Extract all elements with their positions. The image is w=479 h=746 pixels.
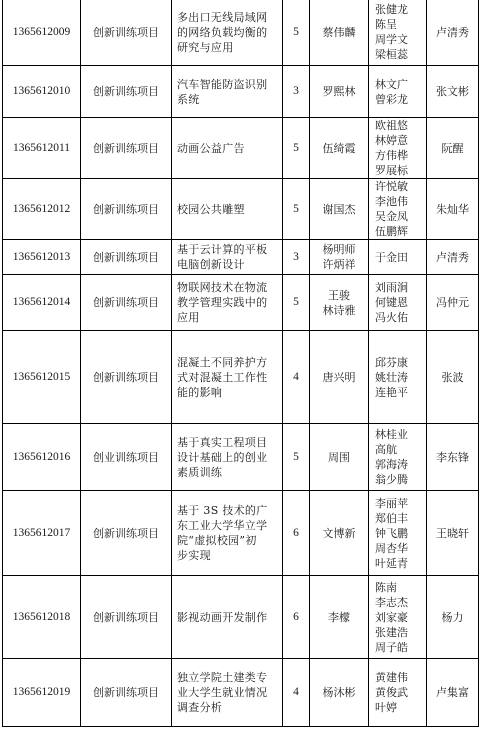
table-row (3, 331, 479, 424)
advisor-cell: 卢集富 (427, 659, 479, 727)
project-name-cell-line: 动画公益广告 (177, 141, 245, 155)
members-cell-line: 黄建伟 (375, 671, 408, 684)
project-name-cell (172, 0, 283, 66)
project-name-cell (172, 179, 283, 240)
advisor-cell: 王晓轩 (427, 491, 479, 576)
project-name-cell-line: 教学管理实践中的 (177, 296, 268, 309)
project-id-cell: 1365612009 (3, 0, 81, 66)
table-row (3, 275, 479, 331)
project-type-cell: 创新训练项目 (81, 0, 172, 66)
project-name-cell-line: 业大学生就业情况 (177, 686, 268, 699)
members-cell-line: 叶延青 (375, 556, 408, 570)
project-name-cell-line: 影视动画开发制作 (177, 610, 268, 624)
table-row (3, 491, 479, 576)
project-name-cell-line: 电脑创新设计 (177, 258, 245, 271)
member-count-cell: 6 (283, 576, 310, 659)
leader-cell-line: 杨明师 (322, 243, 356, 256)
members-cell-line: 邱芬康 (375, 355, 408, 369)
project-name-cell-line: 步实现 (177, 549, 211, 562)
project-name-cell-line: 研究与应用 (177, 40, 234, 54)
members-cell (369, 424, 427, 491)
project-name-cell-line: 混凝土不同养护方 (177, 355, 268, 369)
project-name-cell-line: 调查分析 (177, 701, 223, 714)
leader-cell (310, 240, 369, 275)
project-id-cell: 1365612010 (3, 66, 81, 118)
members-cell-line: 李志杰 (375, 595, 408, 609)
members-cell (369, 0, 427, 66)
members-cell-line: 方伟桦 (375, 149, 408, 162)
members-cell-line: 李池伟 (375, 195, 408, 208)
member-count-cell: 3 (283, 66, 310, 118)
members-cell-line: 钟飞鹏 (375, 526, 408, 540)
project-id-cell: 1365612016 (3, 424, 81, 491)
project-type-cell: 创新训练项目 (81, 491, 172, 576)
members-cell (369, 275, 427, 331)
members-cell-line: 周杏华 (375, 541, 408, 555)
project-type-cell: 创新训练项目 (81, 576, 172, 659)
leader-cell-line: 许炳祥 (322, 258, 356, 271)
project-id-cell: 1365612017 (3, 491, 81, 576)
members-cell-line: 郑伯丰 (375, 511, 408, 525)
project-id-cell: 1365612013 (3, 240, 81, 275)
leader-cell-line: 杨沐彬 (322, 686, 356, 699)
project-name-cell-line: 能的影响 (177, 385, 223, 399)
leader-cell (310, 331, 369, 424)
project-type-cell: 创新训练项目 (81, 240, 172, 275)
advisor-cell: 卢清秀 (427, 0, 479, 66)
leader-cell-line: 王骏 (328, 288, 350, 302)
members-cell-line: 陈南 (375, 580, 397, 594)
members-cell-line: 翁少腾 (375, 473, 408, 486)
project-name-cell (172, 331, 283, 424)
project-id-cell: 1365612014 (3, 275, 81, 331)
leader-cell-line: 文博新 (322, 526, 356, 540)
members-cell (369, 491, 427, 576)
table-row (3, 179, 479, 240)
table-body (3, 0, 479, 727)
project-name-cell-line: 汽车智能防盗识别 (177, 77, 268, 91)
members-cell-line: 高航 (375, 443, 397, 456)
leader-cell-line: 蔡伟麟 (322, 25, 356, 39)
project-name-cell-line: 物联网技术在物流 (177, 281, 268, 294)
project-name-cell-line: 设计基础上的创业 (177, 450, 268, 464)
advisor-cell: 朱灿华 (427, 179, 479, 240)
members-cell-line: 陈呈 (375, 18, 397, 31)
project-name-cell-line: 独立学院土建类专 (177, 671, 268, 684)
project-id-cell: 1365612019 (3, 659, 81, 727)
leader-cell (310, 424, 369, 491)
project-name-cell-line: 素质训练 (177, 465, 223, 479)
project-id-cell: 1365612011 (3, 118, 81, 179)
project-type-cell: 创业训练项目 (81, 424, 172, 491)
project-name-cell-line: 系统 (177, 92, 200, 106)
members-cell-line: 刘家豪 (375, 610, 408, 624)
advisor-cell: 冯仲元 (427, 275, 479, 331)
members-cell-line: 郭海涛 (375, 458, 408, 471)
project-type-cell: 创新训练项目 (81, 179, 172, 240)
project-type-cell: 创新训练项目 (81, 659, 172, 727)
members-cell (369, 331, 427, 424)
advisor-cell: 张文彬 (427, 66, 479, 118)
project-type-cell: 创新训练项目 (81, 275, 172, 331)
leader-cell-line: 周围 (328, 450, 350, 464)
project-name-cell (172, 576, 283, 659)
member-count-cell: 3 (283, 240, 310, 275)
project-name-cell-line: 东工业大学华立学 (177, 519, 268, 532)
member-count-cell: 4 (283, 331, 310, 424)
member-count-cell: 4 (283, 659, 310, 727)
members-cell (369, 66, 427, 118)
project-name-cell-line: 应用 (177, 311, 200, 324)
leader-cell (310, 179, 369, 240)
leader-cell (310, 275, 369, 331)
project-name-cell (172, 118, 283, 179)
members-cell (369, 659, 427, 727)
project-table (2, 0, 479, 727)
advisor-cell: 李东锋 (427, 424, 479, 491)
members-cell-line: 张健龙 (375, 3, 408, 16)
table-row (3, 424, 479, 491)
members-cell-line: 黄俊武 (375, 686, 408, 699)
members-cell-line: 冯火佑 (375, 311, 408, 324)
project-name-cell-line: 校园公共雕塑 (177, 202, 245, 216)
members-cell-line: 张建浩 (375, 625, 408, 639)
members-cell-line: 梁桓蕊 (375, 48, 408, 61)
members-cell-line: 刘雨涧 (375, 281, 408, 294)
project-id-cell: 1365612018 (3, 576, 81, 659)
members-cell-line: 连艳平 (375, 385, 408, 399)
member-count-cell: 5 (283, 275, 310, 331)
table-row (3, 0, 479, 66)
members-cell-line: 林婷意 (375, 134, 408, 147)
leader-cell-line: 伍绮霞 (322, 141, 356, 155)
leader-cell (310, 576, 369, 659)
members-cell-line: 曾彩龙 (375, 92, 408, 106)
members-cell-line: 林桂业 (375, 428, 408, 441)
project-name-cell (172, 659, 283, 727)
members-cell-line: 周学文 (375, 33, 408, 46)
project-type-cell: 创新训练项目 (81, 66, 172, 118)
project-name-cell (172, 240, 283, 275)
leader-cell (310, 491, 369, 576)
advisor-cell: 卢清秀 (427, 240, 479, 275)
leader-cell (310, 66, 369, 118)
members-cell-line: 周子皓 (375, 640, 408, 654)
leader-cell (310, 0, 369, 66)
advisor-cell: 阮醒 (427, 118, 479, 179)
members-cell-line: 何键恩 (375, 296, 408, 309)
table-row (3, 576, 479, 659)
members-cell-line: 伍鹏辉 (375, 225, 408, 238)
project-name-cell-line: 基于云计算的平板 (177, 243, 268, 256)
table-row (3, 240, 479, 275)
member-count-cell: 5 (283, 118, 310, 179)
project-id-cell: 1365612012 (3, 179, 81, 240)
table-row (3, 66, 479, 118)
member-count-cell: 6 (283, 491, 310, 576)
project-name-cell-line: 的网络负载均衡的 (177, 25, 268, 39)
project-name-cell-line: 院“虚拟校园”初 (177, 534, 257, 547)
leader-cell-line: 唐兴明 (322, 370, 356, 384)
table-row (3, 659, 479, 727)
project-name-cell (172, 66, 283, 118)
leader-cell-line: 林诗雅 (322, 303, 356, 317)
members-cell-line: 林文广 (375, 77, 408, 91)
members-cell-line: 吴金凤 (375, 210, 408, 223)
project-name-cell-line: 基于 3S 技术的广 (177, 504, 268, 517)
leader-cell-line: 罗熙林 (322, 85, 356, 98)
table-row (3, 118, 479, 179)
project-type-cell: 创新训练项目 (81, 118, 172, 179)
project-name-cell (172, 424, 283, 491)
leader-cell-line: 谢国杰 (322, 202, 356, 216)
members-cell-line: 许悦敏 (375, 180, 408, 193)
members-cell-line: 李丽苹 (375, 496, 408, 510)
members-cell (369, 179, 427, 240)
project-name-cell-line: 式对混凝土工作性 (177, 370, 268, 384)
project-name-cell (172, 275, 283, 331)
project-id-cell: 1365612015 (3, 331, 81, 424)
leader-cell-line: 李檬 (328, 610, 350, 624)
member-count-cell: 5 (283, 424, 310, 491)
project-type-cell: 创新训练项目 (81, 331, 172, 424)
members-cell (369, 240, 427, 275)
members-cell-line: 欧祖悠 (375, 119, 408, 132)
member-count-cell: 5 (283, 179, 310, 240)
members-cell-line: 叶婷 (375, 701, 397, 714)
leader-cell (310, 118, 369, 179)
members-cell-line: 于金田 (375, 250, 408, 264)
project-name-cell-line: 多出口无线局域网 (177, 10, 268, 24)
project-name-cell-line: 基于真实工程项目 (177, 435, 268, 449)
members-cell-line: 罗展标 (375, 164, 408, 177)
advisor-cell: 张波 (427, 331, 479, 424)
advisor-cell: 杨力 (427, 576, 479, 659)
members-cell (369, 576, 427, 659)
members-cell (369, 118, 427, 179)
project-name-cell (172, 491, 283, 576)
members-cell-line: 姚壮涛 (375, 370, 408, 384)
leader-cell (310, 659, 369, 727)
member-count-cell: 5 (283, 0, 310, 66)
